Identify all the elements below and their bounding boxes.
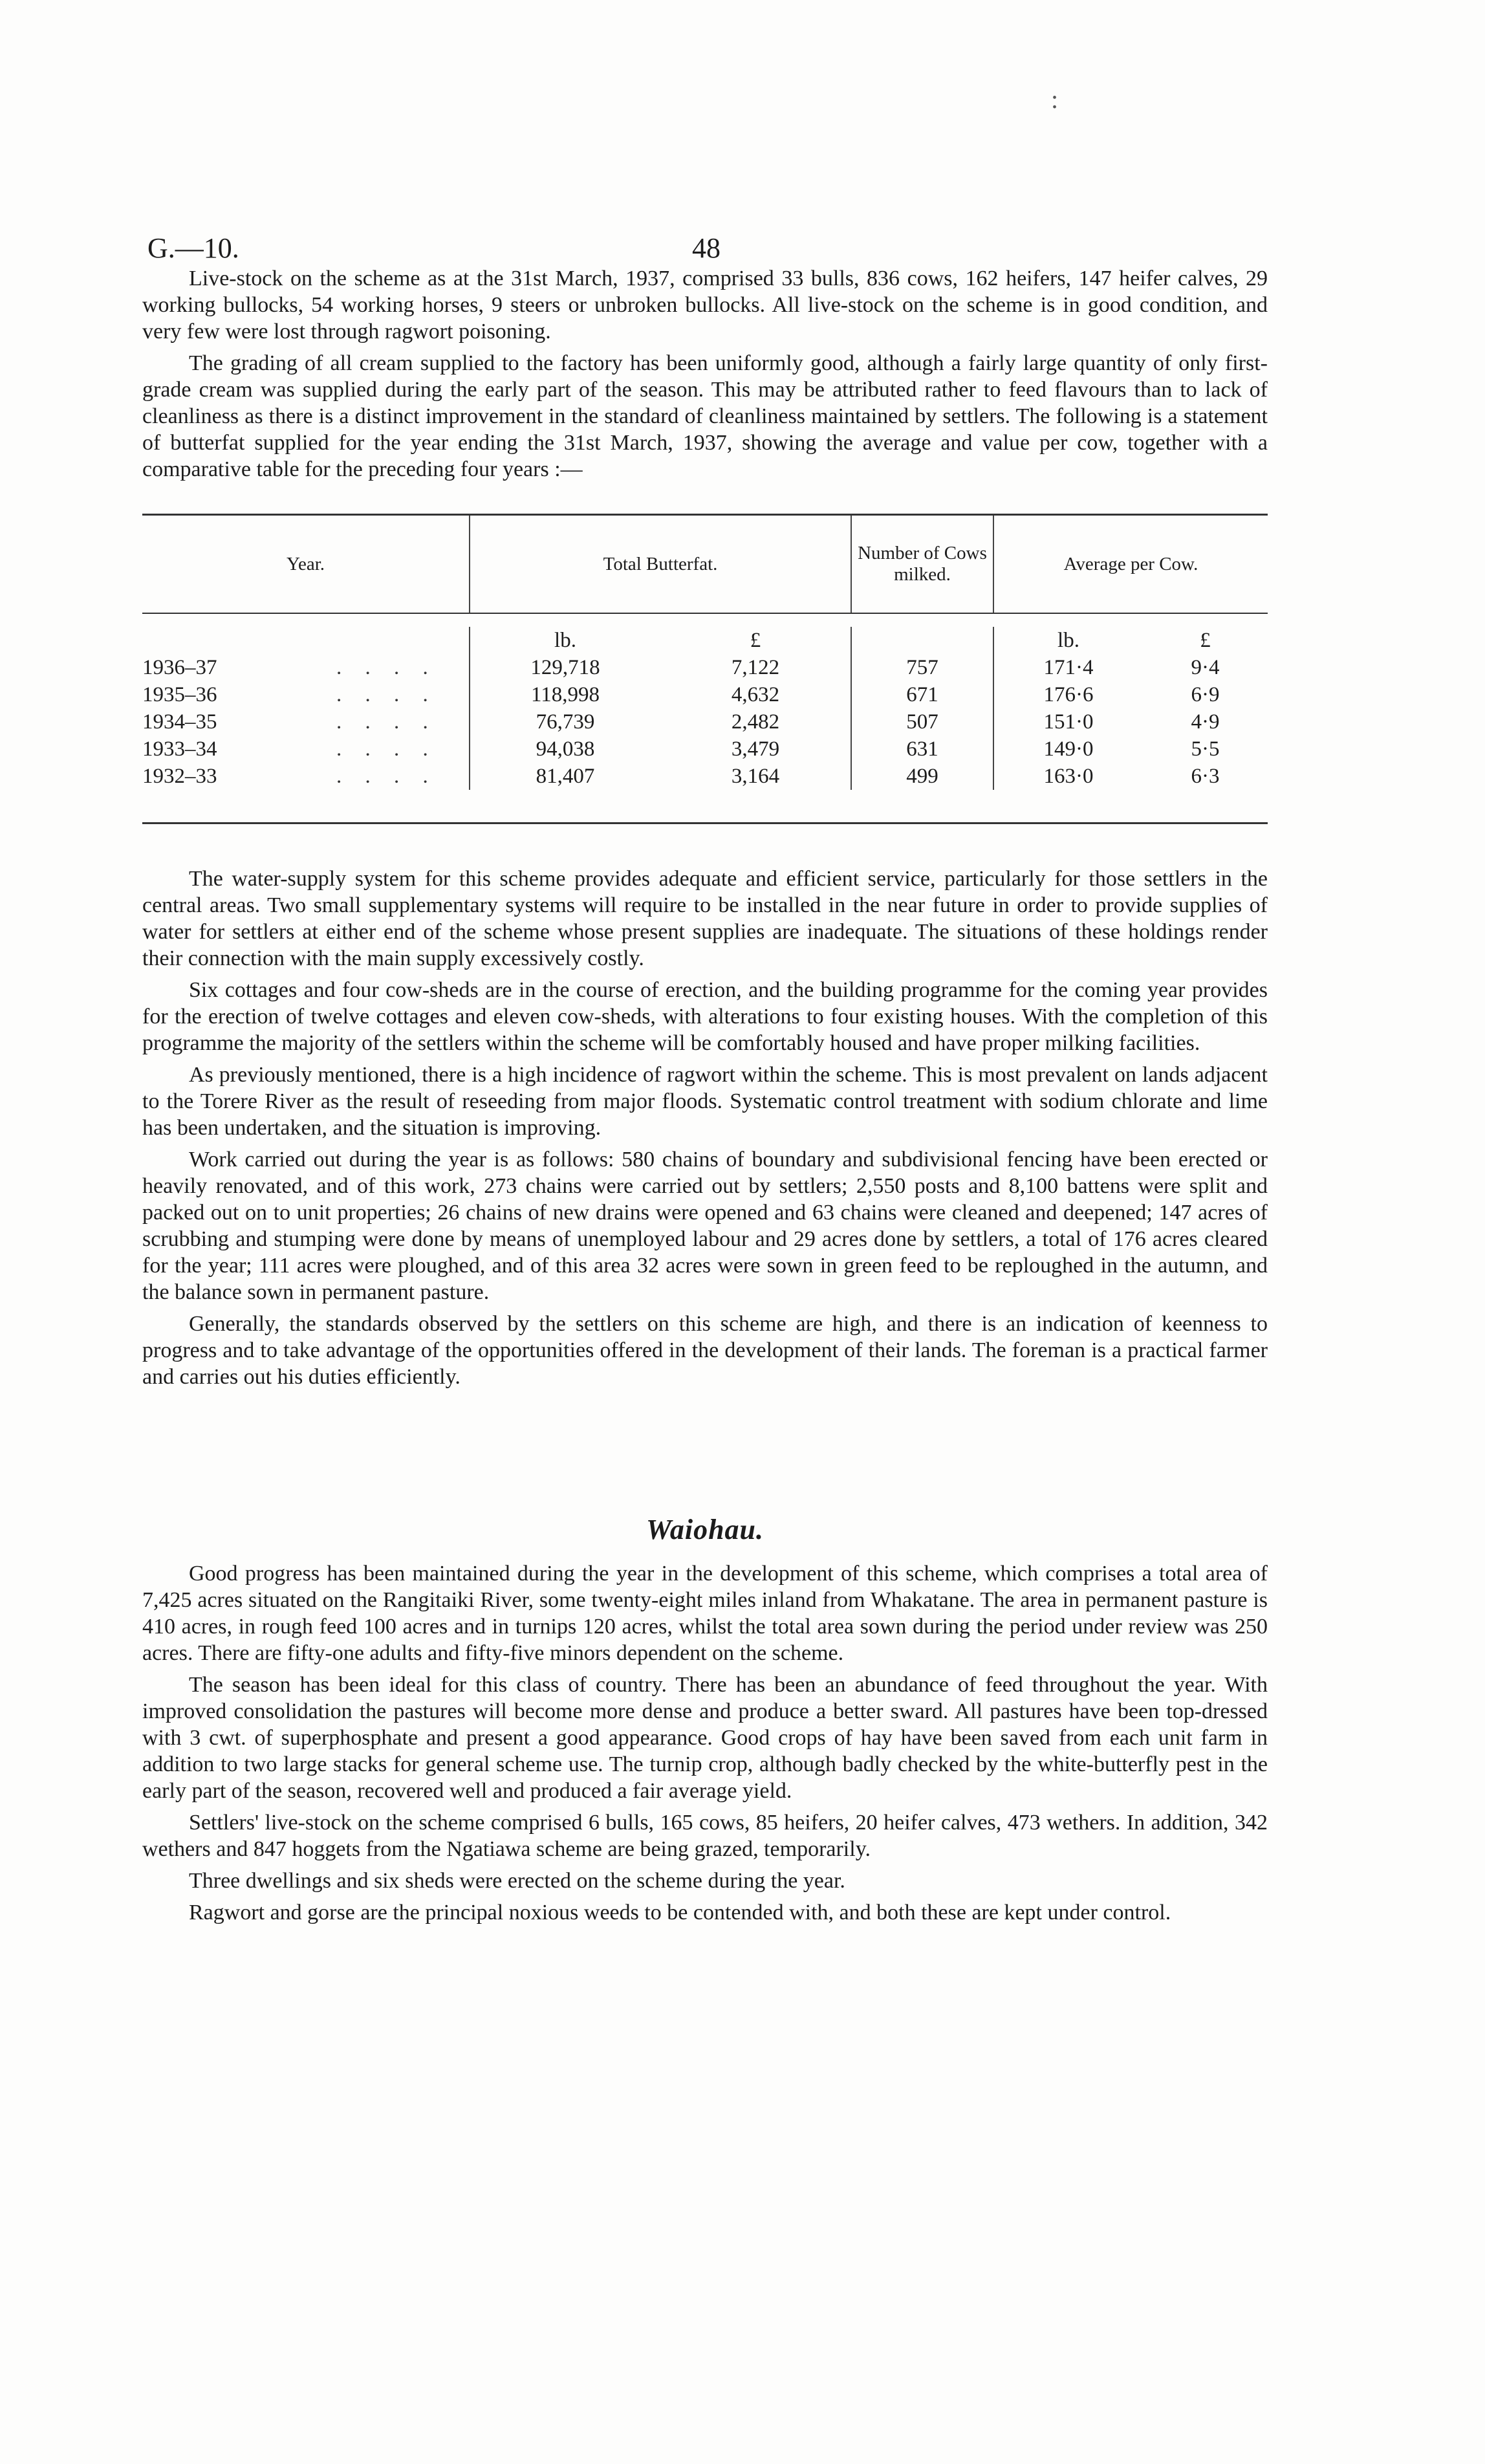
row-year: 1934–35: [142, 710, 217, 734]
section-title-waiohau: Waiohau.: [645, 1514, 764, 1545]
header-cows-milked: Number of Cows milked.: [852, 516, 994, 613]
row-cows: 757: [852, 654, 994, 681]
table-row: [142, 763, 1268, 790]
row-leader: . . . .: [336, 737, 437, 761]
row-lb: 118,998: [530, 683, 600, 706]
header-year: Year.: [142, 516, 470, 613]
row-year: 1936–37: [142, 656, 217, 679]
waiohau-section: [142, 1560, 1268, 1926]
paragraph-cream-grading: The grading of all cream supplied to the factory has been uniformly good, although a fairly large quantity of only first-grade cream was supplied during the early part of the season. This may be attributed rather to feed flavours than to lack of cleanliness as there is a distinct improvement in the standard of cleanliness maintained by settlers. The following is a statement of butterfat supplied for the year ending the 31st March, 1937, showing the average and value per cow, together with a comparative table for the preceding four years :—: [142, 351, 1268, 481]
table-row: [142, 681, 1268, 708]
row-avg-pound: 6·9: [1191, 683, 1220, 706]
row-lb: 129,718: [530, 656, 600, 679]
paragraph-cottages: Six cottages and four cow-sheds are in the course of erection, and the building programme for the coming year provides for the erection of twelve cottages and eleven cow-sheds, with alterations to four existing houses. With the completion of this programme the majority of the settlers within the scheme will be comfortably housed and have proper milking facilities.: [142, 978, 1268, 1055]
butterfat-table: [142, 514, 1268, 824]
unit-avg-lb: lb.: [1057, 629, 1079, 652]
row-lb: 94,038: [536, 737, 595, 761]
row-pound: 3,164: [660, 763, 852, 790]
header-total-butterfat: Total Butterfat.: [470, 516, 852, 613]
paragraph-noxious-weeds: Ragwort and gorse are the principal noxious weeds to be contended with, and both these are kept under control.: [189, 1901, 1171, 1924]
table-units-row: [142, 614, 1268, 654]
row-avg-pound: 5·5: [1191, 737, 1220, 761]
paragraph-work-carried-out: Work carried out during the year is as follows: 580 chains of boundary and subdivisional fencing have been erected or heavily renovated, and of this work, 273 chains were carried out by settlers; 2,550 posts and 8,100 battens were split and packed out on to unit properties; 26 chains of new drains were opened and 63 chains were cleaned and deepened; 147 acres of scrubbing and stumping were done by means of unemployed labour and 29 acres done by settlers, a total of 176 acres cleared for the year; 111 acres were ploughed, and of this area 32 acres were sown in green feed to be reploughed in the autumn, and the balance sown in permanent pasture.: [142, 1148, 1268, 1304]
row-pound: 4,632: [660, 681, 852, 708]
row-pound: 2,482: [660, 708, 852, 736]
row-avg-pound: 9·4: [1191, 656, 1220, 679]
table-header: [142, 516, 1268, 613]
table-row: [142, 708, 1268, 736]
row-avg-lb: 163·0: [1043, 765, 1094, 788]
page-number: 48: [692, 232, 721, 264]
document-code: G.—10.: [147, 232, 239, 264]
table-body: [142, 614, 1268, 822]
paragraph-ragwort: As previously mentioned, there is a high incidence of ragwort within the scheme. This is most prevalent on lands adjacent to the Torere River as the result of reseeding from major floods. Systematic control treatment with sodium chlorate and lime has been undertaken, and the situation is improving.: [142, 1063, 1268, 1140]
paragraph-progress: Good progress has been maintained during the year in the development of this scheme, which comprises a total area of 7,425 acres situated on the Rangitaiki River, some twenty-eight miles inland from Whakatane. The area in permanent pasture is 410 acres, in rough feed 100 acres and in turnips 120 acres, whilst the total area sown during the period under review was 250 acres. There are fifty-one adults and fifty-five minors dependent on the scheme.: [142, 1562, 1268, 1665]
table-bottom-rule: [142, 822, 1268, 824]
margin-mark: :: [1051, 85, 1059, 114]
row-avg-pound: 4·9: [1191, 710, 1220, 734]
paragraph-livestock: Live-stock on the scheme as at the 31st March, 1937, comprised 33 bulls, 836 cows, 162 heifers, 147 heifer calves, 29 working bullocks, 54 working horses, 9 steers or unbroken bullocks. All live-stock on the scheme is in good condition, and very few were lost through ragwort poisoning.: [142, 267, 1268, 343]
paragraph-standards: Generally, the standards observed by the settlers on this scheme are high, and there is an indication of keenness to progress and to take advantage of the opportunities offered in the development of their lands. The foreman is a practical farmer and carries out his duties efficiently.: [142, 1312, 1268, 1389]
table-row: [142, 736, 1268, 763]
intro-section: [142, 265, 1268, 483]
paragraph-dwellings: Three dwellings and six sheds were erected on the scheme during the year.: [189, 1869, 845, 1893]
units-year-spacer: [142, 627, 470, 654]
row-leader: . . . .: [336, 710, 437, 734]
row-cows: 671: [852, 681, 994, 708]
paragraph-season: The season has been ideal for this class of country. There has been an abundance of feed throughout the year. With improved consolidation the pastures will become more dense and produce a better sward. All pastures have been top-dressed with 3 cwt. of superphosphate and present a good appearance. Good crops of hay have been saved from each unit farm in addition to two large stacks for general scheme use. The turnip crop, although badly checked by the white-butterfly pest in the early part of the season, recovered well and produced a fair average yield.: [142, 1673, 1268, 1803]
row-pound: 7,122: [660, 654, 852, 681]
row-avg-pound: 6·3: [1191, 765, 1220, 788]
document-page: [142, 213, 1268, 1931]
row-avg-lb: 151·0: [1043, 710, 1094, 734]
row-leader: . . . .: [336, 765, 437, 788]
units-cows-spacer: [852, 627, 994, 654]
row-lb: 76,739: [536, 710, 595, 734]
row-avg-lb: 149·0: [1043, 737, 1094, 761]
page-header: [142, 213, 1268, 265]
row-year: 1935–36: [142, 683, 217, 706]
row-cows: 507: [852, 708, 994, 736]
table-row: [142, 654, 1268, 681]
unit-lb: lb.: [554, 629, 576, 652]
row-cows: 631: [852, 736, 994, 763]
row-leader: . . . .: [336, 683, 437, 706]
row-cows: 499: [852, 763, 994, 790]
row-leader: . . . .: [336, 656, 437, 679]
paragraph-water-supply: The water-supply system for this scheme provides adequate and efficient service, particularly for those settlers in the central areas. Two small supplementary systems will require to be installed in the near future in order to provide supplies of water for settlers at either end of the scheme whose present supplies are inadequate. The situations of these holdings render their connection with the main supply excessively costly.: [142, 867, 1268, 970]
row-avg-lb: 176·6: [1043, 683, 1094, 706]
scheme-details-section: [142, 866, 1268, 1390]
paragraph-settlers-livestock: Settlers' live-stock on the scheme comprised 6 bulls, 165 cows, 85 heifers, 20 heifer calves, 473 wethers. In addition, 342 wethers and 847 hoggets from the Ngatiawa scheme are being grazed, temporarily.: [142, 1811, 1268, 1861]
unit-avg-pound: £: [1200, 629, 1211, 652]
header-average-per-cow: Average per Cow.: [1063, 553, 1198, 574]
row-avg-lb: 171·4: [1043, 656, 1094, 679]
row-year: 1933–34: [142, 737, 217, 761]
row-pound: 3,479: [660, 736, 852, 763]
row-lb: 81,407: [536, 765, 595, 788]
unit-pound: £: [660, 627, 852, 654]
row-year: 1932–33: [142, 765, 217, 788]
